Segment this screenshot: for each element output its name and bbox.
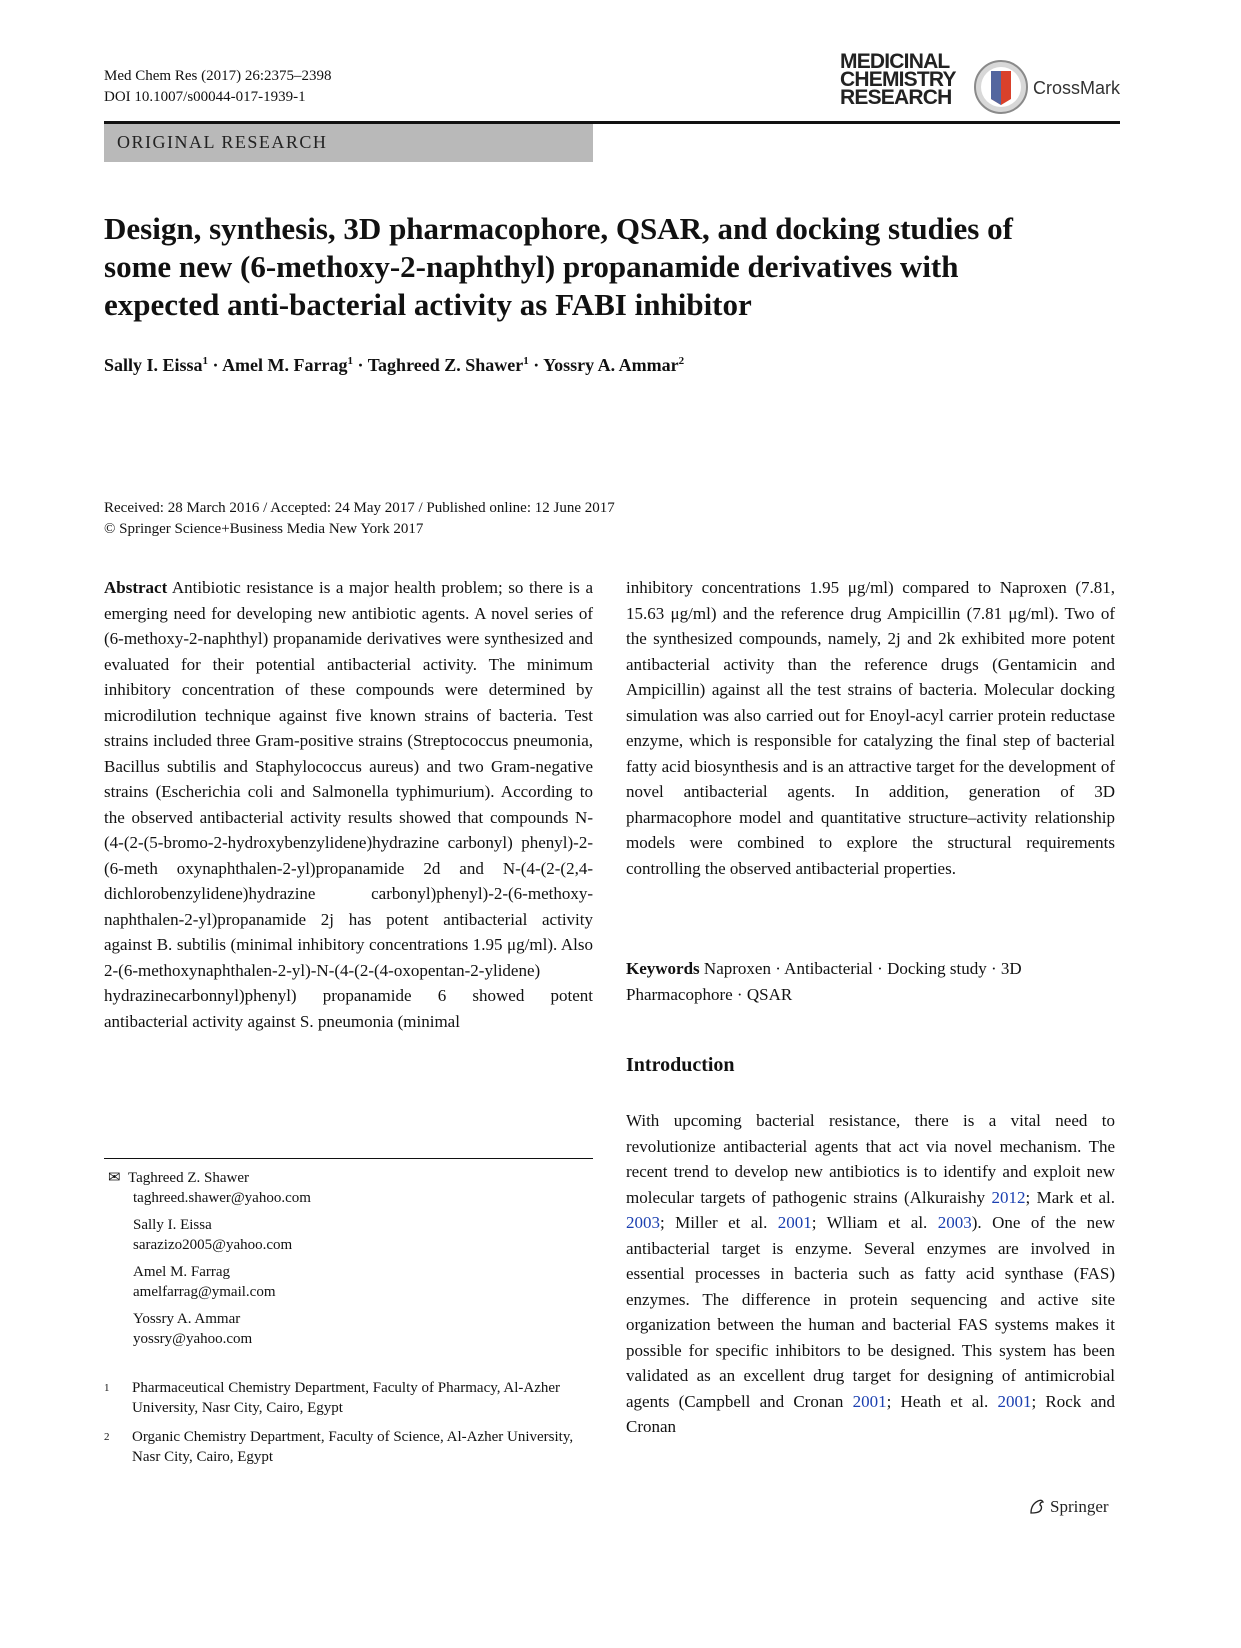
intro-text: ). One of the new antibacterial target is enzyme. Several enzymes are involved in essential processes in bacteria such as fatty acid synthase (FAS) enzymes. The difference in protein sequencing and active site organization between the human and bacterial FAS systems makes it possible for specific inhibitors to be designed. This system has been validated as an excellent drug target for designing of antimicrobial agents (Campbell and Cronan	[626, 1213, 1115, 1411]
journal-reference: Med Chem Res (2017) 26:2375–2398	[104, 68, 332, 84]
intro-text: ; Rock and Cronan	[626, 1391, 1115, 1436]
abstract-label: Abstract	[104, 578, 168, 597]
contact-email[interactable]: amelfarrag@ymail.com	[133, 1284, 276, 1300]
crossmark-label[interactable]: CrossMark	[1033, 78, 1121, 98]
author-separator: ·	[208, 355, 223, 375]
citation-link[interactable]: 2003	[626, 1213, 660, 1232]
introduction-body	[626, 1108, 1115, 1440]
citation-link[interactable]: 2012	[991, 1187, 1026, 1207]
publication-dates: Received: 28 March 2016 / Accepted: 24 May 2017 / Published online: 12 June 2017	[104, 500, 615, 516]
journal-logo-line: RESEARCH	[840, 86, 952, 109]
publisher-name: Springer	[1050, 1497, 1109, 1516]
springer-horse-icon	[1028, 1497, 1046, 1515]
affiliation-number: 2	[104, 1431, 110, 1443]
contact-name: Sally I. Eissa	[133, 1217, 212, 1233]
article-title: Design, synthesis, 3D pharmacophore, QSAR, and docking studies of some new (6-methoxy-2-naphthyl) propanamide derivatives with expected anti-bacterial activity as FABI inhibitor	[104, 211, 1013, 322]
author-affiliation: 2	[678, 355, 685, 367]
publisher-mark	[1028, 1497, 1109, 1517]
author-name: Amel M. Farrag	[222, 355, 348, 375]
mail-icon: ✉	[108, 1170, 121, 1186]
doi: DOI 10.1007/s00044-017-1939-1	[104, 89, 306, 105]
contact	[108, 1262, 311, 1302]
affiliation-number: 1	[104, 1382, 110, 1394]
contact	[108, 1309, 311, 1349]
citation-link[interactable]: 2003	[937, 1213, 972, 1232]
intro-text: ; Mark et al.	[1025, 1187, 1115, 1207]
author-affiliation: 1	[202, 355, 209, 367]
corresponding-contact	[108, 1168, 311, 1208]
footnote-rule	[104, 1158, 593, 1159]
intro-text: ; Miller et al.	[660, 1213, 778, 1232]
journal-logo-line: CHEMISTRY	[840, 68, 956, 91]
author-name: Taghreed Z. Shawer	[367, 355, 524, 375]
article-history	[104, 498, 615, 540]
abstract-continued-column	[626, 575, 1115, 881]
contact-list	[108, 1168, 311, 1356]
citation-link[interactable]: 2001	[852, 1391, 887, 1411]
affiliation	[104, 1378, 593, 1418]
keywords-label: Keywords	[626, 959, 700, 978]
keywords	[626, 956, 1120, 1007]
author-name: Yossry A. Ammar	[543, 355, 679, 375]
author-list	[104, 355, 684, 376]
author-affiliation: 1	[347, 355, 354, 367]
affiliation	[104, 1427, 593, 1467]
citation-link[interactable]: 2001	[997, 1391, 1032, 1411]
abstract-continued: inhibitory concentrations 1.95 μg/ml) compared to Naproxen (7.81, 15.63 μg/ml) and the reference drug Ampicillin (7.81 μg/ml). Two of the synthesized compounds, namely, 2j and 2k exhibited more potent antibacterial activity than the reference drugs (Gentamicin and Ampicillin) against all the test strains of bacteria. Molecular docking simulation was also carried out for Enoyl-acyl carrier protein reductase enzyme, which is responsible for catalyzing the final step of bacterial fatty acid biosynthesis and is an attractive target for the development of novel antibacterial agents. In addition, generation of 3D pharmacophore model and quantitative structure–activity relationship models were combined to explore the structural requirements controlling the observed antibacterial properties.	[626, 578, 1115, 878]
contact-email[interactable]: taghreed.shawer@yahoo.com	[133, 1190, 311, 1206]
contact-name: Amel M. Farrag	[133, 1264, 231, 1280]
intro-text: ; Wlliam et al.	[811, 1213, 938, 1232]
introduction-heading: Introduction	[626, 1054, 735, 1076]
keywords-text: Naproxen · Antibacterial · Docking study · 3D Pharmacophore · QSAR	[626, 959, 1022, 1004]
abstract	[104, 575, 593, 1034]
author-separator: ·	[528, 355, 544, 375]
contact-email[interactable]: sarazizo2005@yahoo.com	[133, 1237, 293, 1253]
abstract-column	[104, 575, 593, 1034]
copyright: © Springer Science+Business Media New York 2017	[104, 521, 424, 537]
section-label: ORIGINAL RESEARCH	[117, 132, 328, 152]
journal-meta	[104, 66, 331, 108]
contact	[108, 1215, 311, 1255]
contact-name: Taghreed Z. Shawer	[128, 1170, 249, 1186]
citation-link[interactable]: 2001	[777, 1213, 812, 1232]
intro-text: ; Heath et al.	[886, 1391, 998, 1411]
author-separator: ·	[353, 355, 368, 375]
contact-name: Yossry A. Ammar	[133, 1311, 241, 1327]
affiliation-text: Pharmaceutical Chemistry Department, Faculty of Pharmacy, Al-Azher University, Nasr City, Cairo, Egypt	[132, 1380, 561, 1416]
affiliation-text: Organic Chemistry Department, Faculty of Science, Al-Azher University, Nasr City, Cairo, Egypt	[132, 1429, 574, 1465]
section-banner	[104, 124, 593, 162]
journal-logo	[840, 50, 956, 109]
intro-text: With upcoming bacterial resistance, there is a vital need to revolutionize antibacterial agents that act via novel mechanism. The recent trend to develop new antibiotics is to identify and exploit new molecular targets of pathogenic strains (Alkuraishy	[626, 1111, 1115, 1207]
author-name: Sally I. Eissa	[104, 355, 203, 375]
affiliation-list	[104, 1378, 593, 1476]
abstract-text: Antibiotic resistance is a major health problem; so there is a emerging need for developing new antibiotic agents. A novel series of (6-methoxy-2-naphthyl) propanamide derivatives were synthesized and evaluated for their potential antibacterial activity. The minimum inhibitory concentration of these compounds were determined by microdilution technique against five known strains of bacteria. Test strains included three Gram-positive strains (Streptococcus pneumonia, Bacillus subtilis and Staphylococcus aureus) and two Gram-negative strains (Escherichia coli and Salmonella typhimurium). According to the observed antibacterial activity results showed that compounds N-(4-(2-(5-bromo-2-hydroxybenzylidene)hydrazine carbonyl) phenyl)-2-(6-meth oxynaphthalen-2-yl)propanamide 2d and N-(4-(2-(2,4-dichlorobenzylidene)hydrazine carbonyl)phenyl)-2-(6-methoxy-naphthalen-2-yl)propanamide 2j has potent antibacterial activity against B. subtilis (minimal inhibitory concentrations 1.95 μg/ml). Also 2-(6-methoxynaphthalen-2-yl)-N-(4-(2-(4-oxopentan-2-ylidene) hydrazinecarbonnyl)phenyl) propanamide 6 showed potent antibacterial activity against S. pneumonia (minimal	[104, 578, 594, 1031]
journal-logo-line: MEDICINAL	[840, 50, 950, 73]
crossmark-icon[interactable]	[973, 59, 1029, 115]
introduction-paragraph	[626, 1108, 1115, 1440]
contact-email[interactable]: yossry@yahoo.com	[133, 1331, 253, 1347]
author-affiliation: 1	[523, 355, 529, 367]
